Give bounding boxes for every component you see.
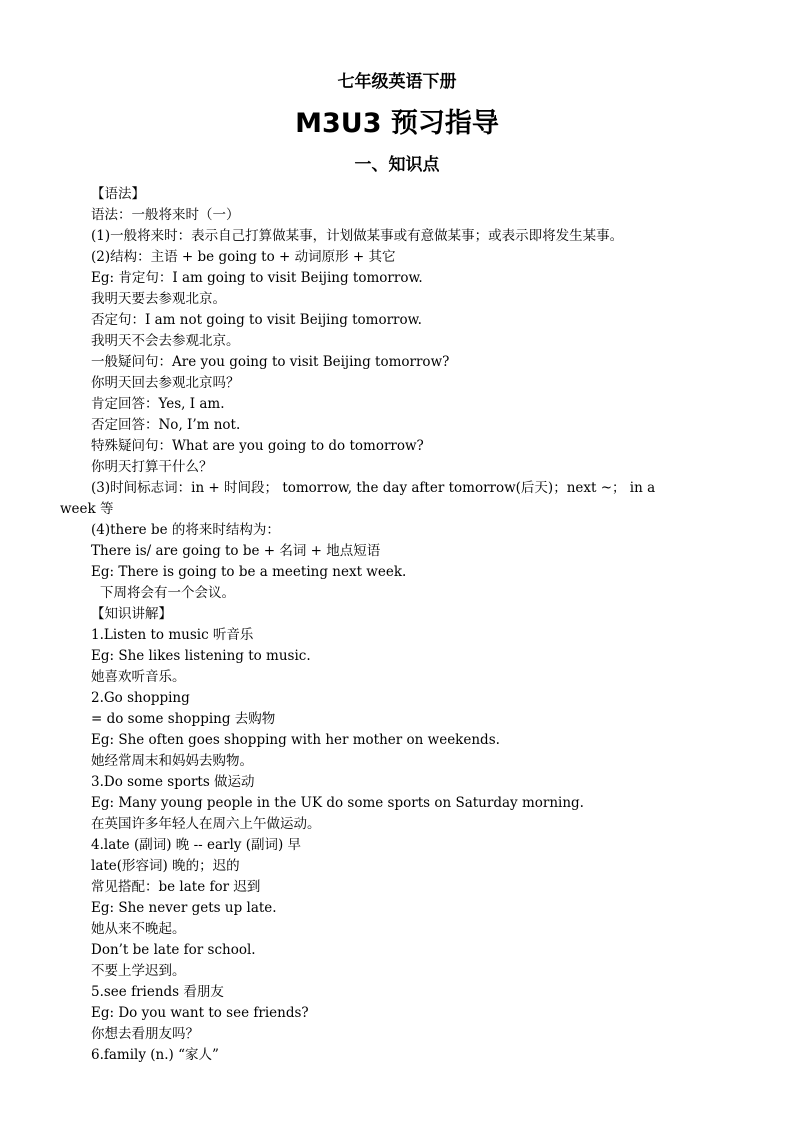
text-line: There is/ are going to be + 名词 + 地点短语 — [91, 543, 381, 559]
text-line: (3)时间标志词：in + 时间段； tomorrow, the day after tomorrow(后天)；next ~； in a — [91, 480, 656, 496]
text-line: 我明天要去参观北京。 — [91, 291, 226, 307]
text-line: 特殊疑问句：What are you going to do tomorrow? — [91, 438, 424, 454]
heading-knowledge: 【知识讲解】 — [91, 606, 172, 622]
heading-grammar: 【语法】 — [91, 186, 145, 202]
text-line: 语法：一般将来时（一） — [91, 207, 240, 223]
text-line: 你想去看朋友吗？ — [91, 1026, 199, 1042]
text-line: late(形容词) 晚的；迟的 — [91, 858, 240, 874]
text-line: 你明天打算干什么？ — [91, 459, 213, 475]
text-line: 否定句：I am not going to visit Beijing tomorrow. — [91, 312, 422, 328]
text-line: 下周将会有一个会议。 — [100, 585, 235, 601]
grade-title: 七年级英语下册 — [337, 72, 457, 92]
text-line: 常见搭配：be late for 迟到 — [91, 879, 261, 895]
main-title: M3U3 预习指导 — [295, 108, 499, 139]
text-line: Eg: Many young people in the UK do some sports on Saturday morning. — [91, 795, 584, 811]
text-line: 5.see friends 看朋友 — [91, 984, 224, 1000]
text-line: (4)there be 的将来时结构为： — [91, 522, 280, 538]
text-line: 1.Listen to music 听音乐 — [91, 627, 254, 643]
text-line: 4.late (副词) 晚 -- early (副词) 早 — [91, 837, 302, 853]
text-line: Eg: She never gets up late. — [91, 900, 277, 916]
text-line: Eg: She likes listening to music. — [91, 648, 311, 664]
text-line: (1)一般将来时：表示自己打算做某事，计划做某事或有意做某事；或表示即将发生某事。 — [91, 228, 624, 244]
text-line: (2)结构：主语 + be going to + 动词原形 + 其它 — [91, 249, 396, 265]
text-line: 她从来不晚起。 — [91, 921, 186, 937]
text-line: Eg: Do you want to see friends? — [91, 1005, 309, 1021]
text-line: 肯定回答：Yes, I am. — [91, 396, 225, 412]
text-line: 不要上学迟到。 — [91, 963, 186, 979]
text-line-continued: week 等 — [60, 501, 114, 517]
text-line: 一般疑问句：Are you going to visit Beijing tomorrow? — [91, 354, 450, 370]
text-line: 6.family (n.) “家人” — [91, 1047, 219, 1063]
text-line: = do some shopping 去购物 — [91, 711, 276, 727]
text-line: Eg: 肯定句：I am going to visit Beijing tomorrow. — [91, 270, 423, 286]
text-line: Eg: There is going to be a meeting next week. — [91, 564, 407, 580]
text-line: 在英国许多年轻人在周六上午做运动。 — [91, 816, 321, 832]
text-line: Eg: She often goes shopping with her mother on weekends. — [91, 732, 500, 748]
text-line: Don’t be late for school. — [91, 942, 256, 958]
text-line: 她喜欢听音乐。 — [91, 669, 186, 685]
text-line: 否定回答：No, I’m not. — [91, 417, 241, 433]
section-title: 一、知识点 — [354, 155, 440, 175]
text-line: 3.Do some sports 做运动 — [91, 774, 255, 790]
text-line: 2.Go shopping — [91, 690, 190, 706]
text-line: 她经常周末和妈妈去购物。 — [91, 753, 253, 769]
text-line: 我明天不会去参观北京。 — [91, 333, 240, 349]
text-line: 你明天回去参观北京吗？ — [91, 375, 240, 391]
